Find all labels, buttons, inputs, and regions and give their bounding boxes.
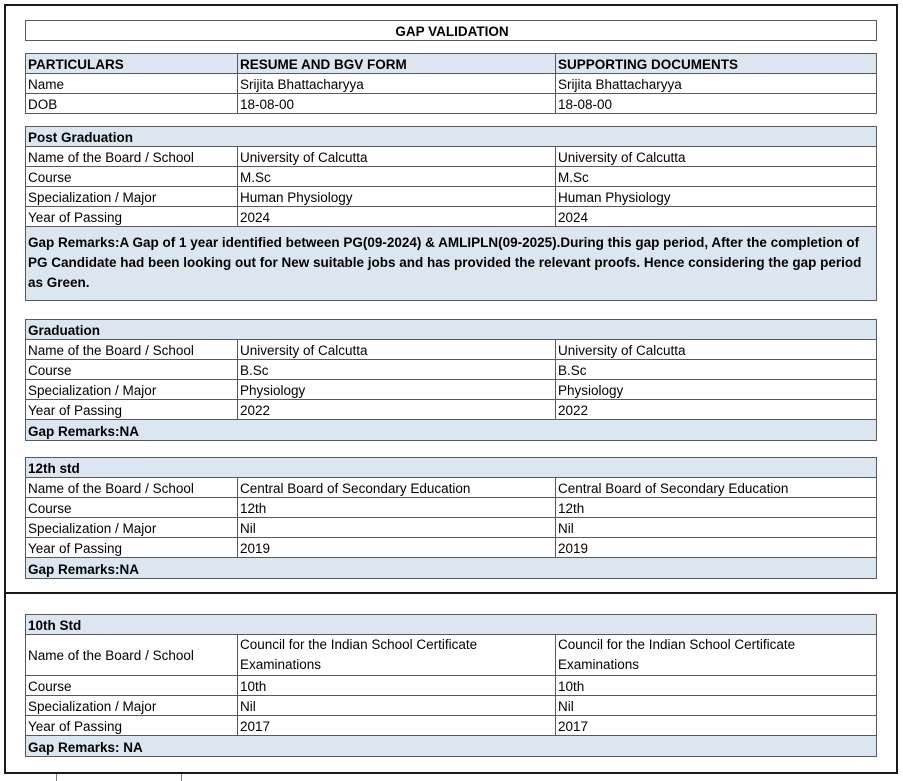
table-row xyxy=(26,167,877,187)
row-label: Name xyxy=(26,74,238,94)
row-label: Year of Passing xyxy=(26,207,238,227)
docs-value: Council for the Indian School Certificate Examinations xyxy=(556,635,877,676)
resume-value: 2017 xyxy=(238,716,556,736)
table-row xyxy=(26,635,877,676)
docs-value: Human Physiology xyxy=(556,187,877,207)
header-resume: RESUME AND BGV FORM xyxy=(238,54,556,74)
row-label: Course xyxy=(26,498,238,518)
table-row xyxy=(26,380,877,400)
section-12th xyxy=(25,457,877,579)
title-table xyxy=(25,20,877,41)
table-row xyxy=(26,94,877,114)
gap-remarks: Gap Remarks: NA xyxy=(26,736,877,757)
resume-value: University of Calcutta xyxy=(238,147,556,167)
sheet-tab-fragment[interactable] xyxy=(56,774,182,781)
table-row xyxy=(26,498,877,518)
gap-remarks: Gap Remarks:A Gap of 1 year identified between PG(09-2024) & AMLIPLN(09-2025).During this gap period, After the completion of PG Candidate had been looking out for New suitable jobs and has provided the relevant proofs. Hence considering the gap period as Green. xyxy=(26,227,877,301)
row-label: Name of the Board / School xyxy=(26,478,238,498)
resume-value: M.Sc xyxy=(238,167,556,187)
docs-value: Central Board of Secondary Education xyxy=(556,478,877,498)
table-row xyxy=(26,676,877,696)
table-row xyxy=(26,518,877,538)
resume-value: Nil xyxy=(238,696,556,716)
resume-value: Physiology xyxy=(238,380,556,400)
table-row xyxy=(26,716,877,736)
row-label: Specialization / Major xyxy=(26,380,238,400)
resume-value: Council for the Indian School Certificate Examinations xyxy=(238,635,556,676)
docs-value: Physiology xyxy=(556,380,877,400)
gap-remarks: Gap Remarks:NA xyxy=(26,558,877,579)
docs-value: 2019 xyxy=(556,538,877,558)
resume-value: 2022 xyxy=(238,400,556,420)
resume-value: University of Calcutta xyxy=(238,340,556,360)
docs-value: 2022 xyxy=(556,400,877,420)
resume-value: 2024 xyxy=(238,207,556,227)
docs-value: University of Calcutta xyxy=(556,340,877,360)
row-label: Specialization / Major xyxy=(26,187,238,207)
page-title: GAP VALIDATION xyxy=(26,21,877,41)
section-heading: 10th Std xyxy=(26,615,877,635)
table-row xyxy=(26,207,877,227)
row-label: Course xyxy=(26,676,238,696)
personal-table xyxy=(25,53,877,114)
docs-value: Nil xyxy=(556,518,877,538)
resume-value: Srijita Bhattacharyya xyxy=(238,74,556,94)
section-heading: Graduation xyxy=(26,320,877,340)
row-label: DOB xyxy=(26,94,238,114)
table-row xyxy=(26,340,877,360)
resume-value: Central Board of Secondary Education xyxy=(238,478,556,498)
row-label: Specialization / Major xyxy=(26,518,238,538)
resume-value: 10th xyxy=(238,676,556,696)
resume-value: Human Physiology xyxy=(238,187,556,207)
table-row xyxy=(26,400,877,420)
docs-value: 10th xyxy=(556,676,877,696)
row-label: Name of the Board / School xyxy=(26,635,238,676)
table-row xyxy=(26,538,877,558)
header-row xyxy=(26,54,877,74)
gap-remarks: Gap Remarks:NA xyxy=(26,420,877,441)
section-graduation xyxy=(25,319,877,441)
header-particulars: PARTICULARS xyxy=(26,54,238,74)
row-label: Year of Passing xyxy=(26,716,238,736)
section-10th xyxy=(25,614,877,757)
docs-value: 18-08-00 xyxy=(556,94,877,114)
resume-value: Nil xyxy=(238,518,556,538)
table-row xyxy=(26,478,877,498)
table-row xyxy=(26,74,877,94)
docs-value: 2017 xyxy=(556,716,877,736)
row-label: Name of the Board / School xyxy=(26,147,238,167)
resume-value: 18-08-00 xyxy=(238,94,556,114)
row-label: Year of Passing xyxy=(26,538,238,558)
docs-value: Nil xyxy=(556,696,877,716)
header-documents: SUPPORTING DOCUMENTS xyxy=(556,54,877,74)
resume-value: B.Sc xyxy=(238,360,556,380)
docs-value: M.Sc xyxy=(556,167,877,187)
docs-value: 12th xyxy=(556,498,877,518)
row-label: Name of the Board / School xyxy=(26,340,238,360)
table-row xyxy=(26,187,877,207)
page-break-line xyxy=(4,592,898,594)
resume-value: 12th xyxy=(238,498,556,518)
docs-value: B.Sc xyxy=(556,360,877,380)
docs-value: Srijita Bhattacharyya xyxy=(556,74,877,94)
docs-value: 2024 xyxy=(556,207,877,227)
table-row xyxy=(26,360,877,380)
row-label: Course xyxy=(26,167,238,187)
docs-value: University of Calcutta xyxy=(556,147,877,167)
table-row xyxy=(26,696,877,716)
row-label: Course xyxy=(26,360,238,380)
section-heading: 12th std xyxy=(26,458,877,478)
row-label: Year of Passing xyxy=(26,400,238,420)
section-heading: Post Graduation xyxy=(26,127,877,147)
row-label: Specialization / Major xyxy=(26,696,238,716)
resume-value: 2019 xyxy=(238,538,556,558)
table-row xyxy=(26,147,877,167)
section-post-graduation xyxy=(25,126,877,301)
